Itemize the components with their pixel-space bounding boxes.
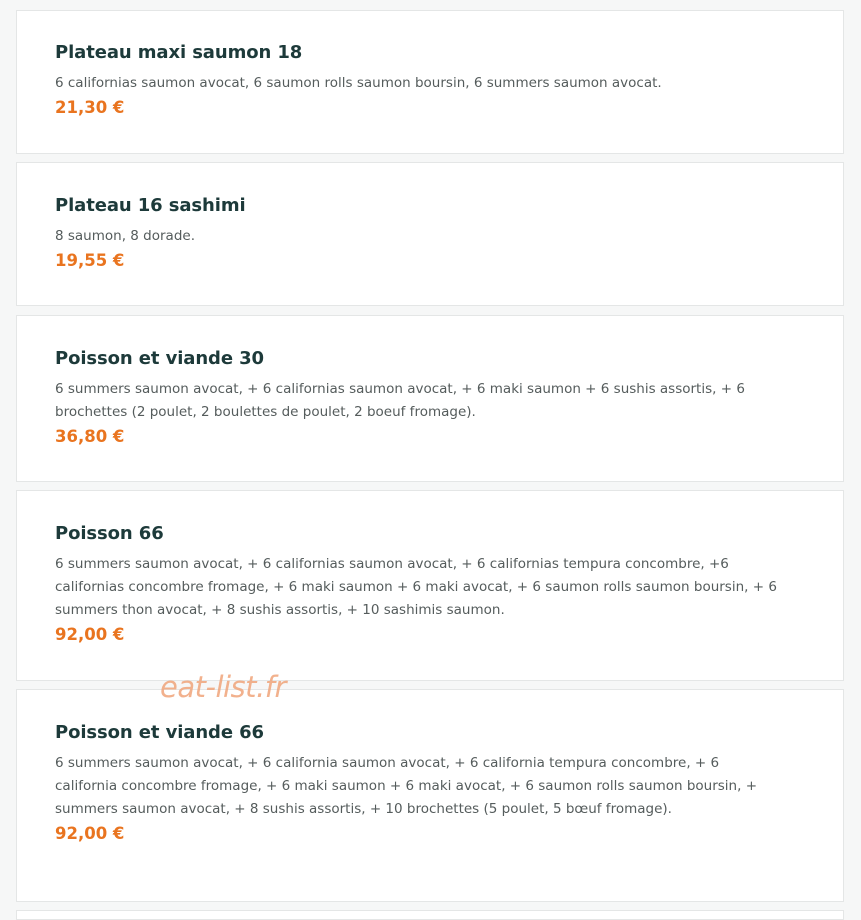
menu-item-title: Poisson et viande 66 [55,722,264,743]
menu-item-description: 8 saumon, 8 dorade. [55,228,195,244]
menu-item-card[interactable] [16,10,844,154]
menu-item-description: 6 californias saumon avocat, 6 saumon rolls saumon boursin, 6 summers saumon avocat. [55,75,662,91]
menu-item-title: Poisson 66 [55,523,164,544]
menu-item-description: 6 summers saumon avocat, + 6 californias saumon avocat, + 6 californias tempura concombre, +6 californias concombre fromage, + 6 maki saumon + 6 maki avocat, + 6 saumon rolls saumon boursin, + 6 summers thon avocat, + 8 sushis assortis, + 10 sashimis saumon. [55,556,777,618]
menu-item-title: Plateau 16 sashimi [55,195,246,216]
menu-item-card[interactable] [16,490,844,681]
menu-item-title: Plateau maxi saumon 18 [55,42,303,63]
menu-item-description: 6 summers saumon avocat, + 6 californias saumon avocat, + 6 maki saumon + 6 sushis assortis, + 6 brochettes (2 poulet, 2 boulettes de poulet, 2 boeuf fromage). [55,381,745,420]
menu-item-description: 6 summers saumon avocat, + 6 california saumon avocat, + 6 california tempura concombre, + 6 california concombre fromage, + 6 maki saumon + 6 maki avocat, + 6 saumon rolls saumon boursin, + summers saumon avocat, + 8 sushis assortis, + 10 brochettes (5 poulet, 5 bœuf fromage). [55,755,758,817]
next-menu-item-card-edge [16,910,844,920]
menu-item-price: 19,55 € [55,251,125,270]
watermark: eat-list.fr [160,670,286,704]
menu-item-price: 92,00 € [55,625,125,644]
menu-item-price: 36,80 € [55,427,125,446]
menu-item-price: 92,00 € [55,824,125,843]
menu-item-card[interactable] [16,689,844,902]
menu-item-card[interactable] [16,315,844,482]
menu-item-title: Poisson et viande 30 [55,348,264,369]
menu-item-card[interactable] [16,162,844,306]
menu-item-price: 21,30 € [55,98,125,117]
